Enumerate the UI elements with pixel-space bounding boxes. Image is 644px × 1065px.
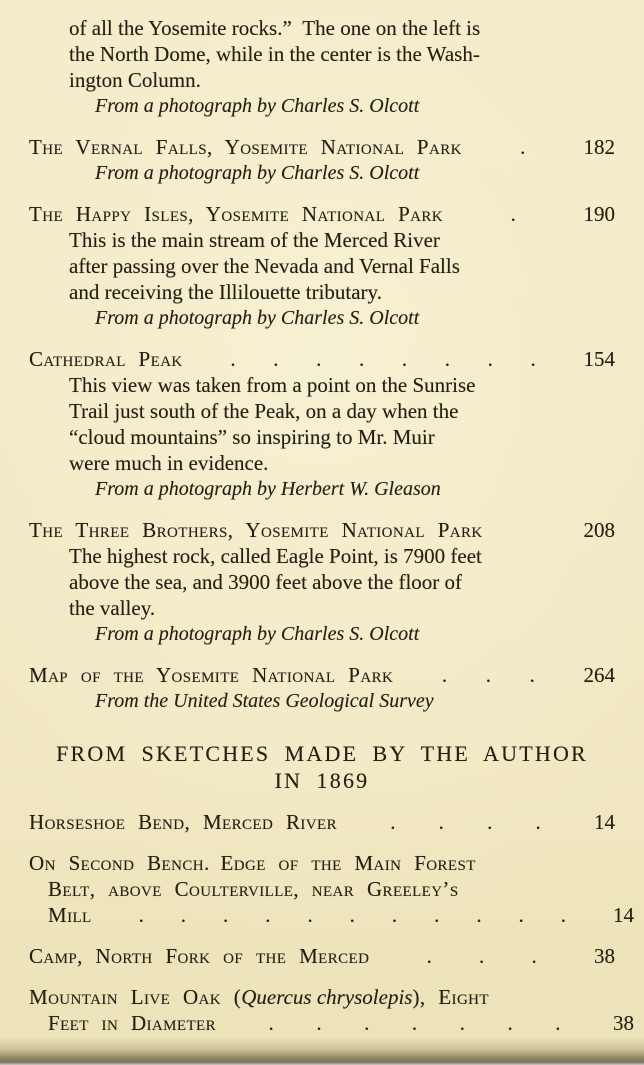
toc-entry-map xyxy=(29,662,615,714)
toc-entry-camp xyxy=(29,943,615,969)
page-number: 38 xyxy=(594,944,615,968)
page-number: 154 xyxy=(583,347,615,371)
page-number: 208 xyxy=(583,518,615,542)
entry-title: Map of the Yosemite National Park xyxy=(29,663,394,687)
dot-leader: . . . xyxy=(426,944,537,968)
section-heading xyxy=(29,740,615,794)
page-number: 190 xyxy=(583,202,615,226)
toc-entry-happy-isles xyxy=(29,201,615,331)
description-line: after passing over the Nevada and Vernal Falls xyxy=(69,254,460,278)
entry-title-row xyxy=(29,662,615,688)
dot-leader: . xyxy=(510,202,516,226)
entry-title-row xyxy=(29,346,615,372)
entry-description xyxy=(69,543,615,621)
entry-title: Feet in Diameter xyxy=(48,1011,216,1035)
description-line: “cloud mountains” so inspiring to Mr. Muir xyxy=(69,425,435,449)
entry-title-line: Belt, above Coulterville, near Greeley’s xyxy=(48,877,459,901)
entry-title-row xyxy=(29,201,615,227)
page-number: 38 xyxy=(613,1011,634,1035)
description-line: the valley. xyxy=(69,596,156,620)
entry-title: ), Eight xyxy=(412,985,489,1009)
entry-title: Mill xyxy=(48,903,92,927)
page-number: 14 xyxy=(594,810,615,834)
entry-title-row xyxy=(29,517,615,543)
entry-title: Cathedral Peak xyxy=(29,347,183,371)
section-heading-line1: FROM SKETCHES MADE BY THE AUTHOR xyxy=(56,741,588,766)
entry-title: Mountain Live Oak ( xyxy=(29,985,242,1009)
description-line: The highest rock, called Eagle Point, is 7900 feet xyxy=(69,544,482,568)
entry-title: The Three Brothers, Yosemite National Park xyxy=(29,518,483,542)
map-credit: From the United States Geological Survey xyxy=(95,690,434,712)
photo-credit: From a photograph by Charles S. Olcott xyxy=(95,307,420,329)
page-number: 264 xyxy=(583,663,615,687)
page-number: 14 xyxy=(613,903,634,927)
page-number: 182 xyxy=(583,135,615,159)
dot-leader: . . . . . . . . . . . xyxy=(138,903,566,927)
description-line: and receiving the Illilouette tributary. xyxy=(69,280,382,304)
entry-description xyxy=(69,15,615,93)
entry-title: The Happy Isles, Yosemite National Park xyxy=(29,202,444,226)
entry-title: The Vernal Falls, Yosemite National Park xyxy=(29,135,462,159)
entry-description xyxy=(69,372,615,476)
dot-leader: . . . . xyxy=(390,810,541,834)
dot-leader: . . . . . . . xyxy=(268,1011,561,1035)
description-line: This view was taken from a point on the Sunrise xyxy=(69,373,476,397)
dot-leader: . . . xyxy=(441,663,535,687)
photo-credit: From a photograph by Herbert W. Gleason xyxy=(95,478,441,500)
entry-title-row xyxy=(29,809,615,835)
dot-leader: . . . . . . . . xyxy=(230,347,536,371)
entry-title-row xyxy=(48,1010,634,1036)
toc-entry-continuation xyxy=(29,15,615,119)
toc-entry-mountain-live-oak xyxy=(29,984,634,1036)
entry-title-row xyxy=(29,134,615,160)
description-line: of all the Yosemite rocks.” The one on the left is xyxy=(69,16,481,40)
entry-title-row xyxy=(48,902,634,928)
description-line: were much in evidence. xyxy=(69,451,269,475)
toc-entry-cathedral-peak xyxy=(29,346,615,502)
entry-title-row xyxy=(29,943,615,969)
description-line: ington Column. xyxy=(69,68,201,92)
toc-entry-vernal-falls xyxy=(29,134,615,186)
page-edge-shadow xyxy=(0,1037,644,1065)
dot-leader: . xyxy=(520,135,526,159)
description-line: the North Dome, while in the center is the Wash- xyxy=(69,42,480,66)
entry-title-line xyxy=(29,984,615,1010)
entry-title: Horseshoe Bend, Merced River xyxy=(29,810,337,834)
toc-entry-horseshoe-bend xyxy=(29,809,615,835)
description-line: Trail just south of the Peak, on a day when the xyxy=(69,399,459,423)
toc-entry-second-bench xyxy=(29,850,634,928)
photo-credit: From a photograph by Charles S. Olcott xyxy=(95,95,420,117)
section-heading-line2: IN 1869 xyxy=(274,768,370,793)
entry-title-line: On Second Bench. Edge of the Main Forest xyxy=(29,851,476,875)
photo-credit: From a photograph by Charles S. Olcott xyxy=(95,623,420,645)
species-name: Quercus chrysolepis xyxy=(241,985,413,1009)
description-line: above the sea, and 3900 feet above the floor of xyxy=(69,570,463,594)
description-line: This is the main stream of the Merced River xyxy=(69,228,440,252)
toc-entry-three-brothers xyxy=(29,517,615,647)
entry-description xyxy=(69,227,615,305)
photo-credit: From a photograph by Charles S. Olcott xyxy=(95,162,420,184)
entry-title: Camp, North Fork of the Merced xyxy=(29,944,370,968)
